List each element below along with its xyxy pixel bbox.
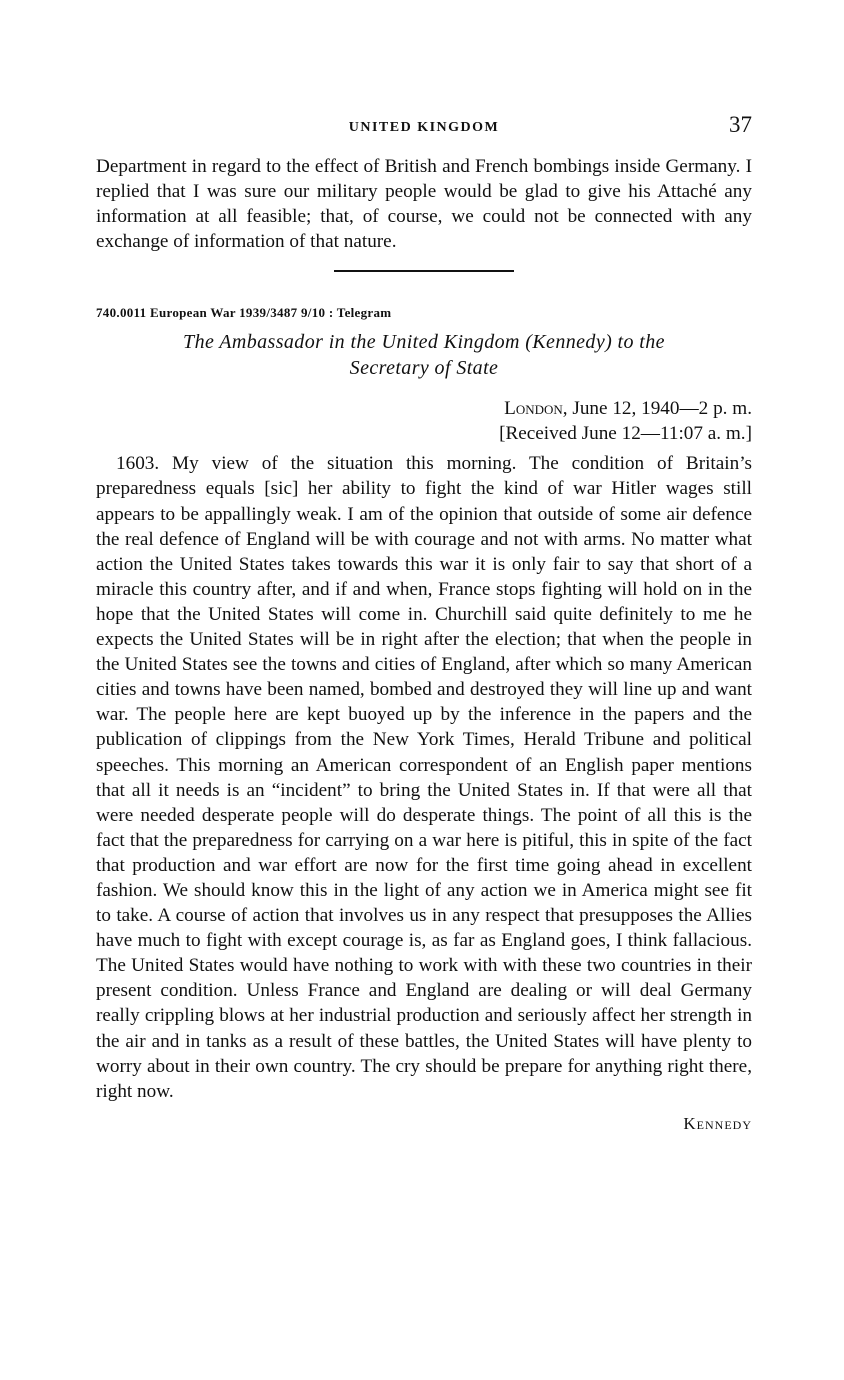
dateline-sent [96,396,752,421]
signature: Kennedy [683,1113,752,1133]
document-page [96,110,752,1134]
telegram-body: 1603. My view of the situation this morning. The condition of Britain’s preparedness equals [sic] her ability to fight the kind of war Hitler wages still appears to be appallingly weak. I am of the opinion that outside of some air defence the real defence of England will be with courage and not with arms. No matter what action the United States takes towards this war it is only fair to say that short of a miracle this country after, and if and when, France stops fighting will hold on in the hope that the United States will come in. Churchill said quite definitely to me he expects the United States will be in right after the election; that when the people in the United States see the towns and cities of England, after which so many American cities and towns have been named, bombed and destroyed they will line up and want war. The people here are kept buoyed up by the inference in the papers and the publication of clippings from the New York Times, Herald Tribune and political speeches. This morning an American correspondent of an English paper mentions that all it needs is an “incident” to bring the United States in. If that were all that were needed desperate people will do desperate things. The point of all this is the fact that the preparedness for carrying on a war here is pitiful, this in spite of the fact that production and war effort are now for the first time going ahead in excellent fashion. We should know this in the light of any action we in America might see fit to take. A course of action that involves us in any respect that presupposes the Allies have much to fight with except courage is, as far as England goes, I think fallacious. The United States would have nothing to work with with these two countries in their present condition. Unless France and England are dealing or will deal Germany really crippling blows at her industrial production and seriously affect her strength in the air and in tanks as a result of these battles, the United States will have plenty to worry about in their own country. The cry should be prepare for anything right there, right now. [96,453,752,1102]
document-title-line-1: The Ambassador in the United Kingdom (Kennedy) to the [183,331,665,354]
page-header [96,110,752,144]
dateline-place: London [504,398,563,420]
document-title [96,329,752,381]
dateline-received: [Received June 12—11:07 a. m.] [499,423,752,445]
page-number: 37 [729,112,752,137]
continued-paragraph: Department in regard to the effect of British and French bombings inside Germany. I replied that I was sure our military people would be glad to give his Attaché any information at all feasible; that, of course, we could not be connected with any exchange of information of that nature. [96,156,752,253]
document-title-line-2: Secretary of State [349,357,499,380]
dateline [96,396,752,446]
file-reference: 740.0011 European War 1939/3487 9/10 : Telegram [96,305,392,321]
dateline-date: , June 12, 1940—2 p. m. [562,398,752,420]
running-head: UNITED KINGDOM [348,120,500,135]
section-divider [334,270,514,272]
